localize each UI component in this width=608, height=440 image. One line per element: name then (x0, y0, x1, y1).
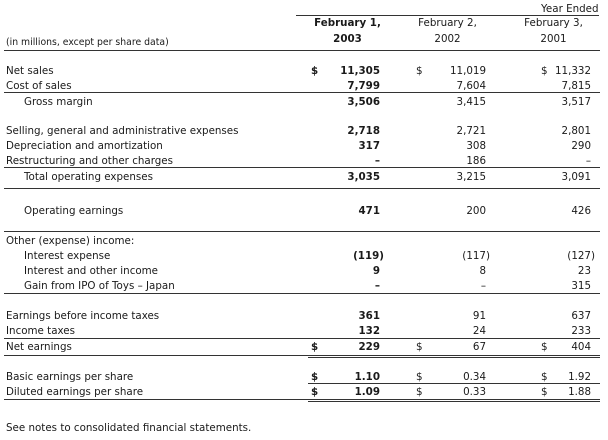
row-rule (4, 338, 600, 339)
cell-2003: (119) (353, 250, 384, 262)
row-rule (308, 383, 600, 384)
units-note: (in millions, except per share data) (6, 37, 169, 48)
row-label-diluted-eps: Diluted earnings per share (6, 386, 144, 398)
cell-2003: – (374, 280, 380, 292)
row-rule (4, 355, 600, 356)
cell-2001: 315 (571, 280, 591, 292)
row-label-depreciation: Depreciation and amortization (6, 140, 163, 152)
cell-2003: 9 (372, 265, 380, 277)
cell-2003: 1.10 (354, 371, 380, 383)
dollar-sign: $ (416, 371, 423, 383)
col3-header-line2: 2001 (540, 33, 567, 45)
dollar-sign: $ (541, 371, 548, 383)
row-rule (4, 399, 600, 400)
dollar-sign: $ (311, 65, 319, 77)
row-label-total-operating: Total operating expenses (24, 171, 153, 183)
row-label-restructuring: Restructuring and other charges (6, 155, 173, 167)
dollar-sign: $ (541, 386, 548, 398)
cell-2002: 186 (466, 155, 486, 167)
cell-2002: 91 (472, 310, 486, 322)
cell-2002: 7,604 (456, 80, 486, 92)
cell-2001: 11,332 (554, 65, 591, 77)
double-rule (308, 401, 600, 402)
cell-2003: 7,799 (347, 80, 380, 92)
double-rule (308, 357, 600, 358)
footnote: See notes to consolidated financial statements. (6, 422, 252, 434)
dollar-sign: $ (541, 65, 548, 77)
row-label-operating-earnings: Operating earnings (24, 205, 124, 217)
col3-header-line1: February 3, (524, 17, 583, 29)
cell-2003: 3,506 (347, 96, 380, 108)
row-label-net-sales: Net sales (6, 65, 54, 77)
row-label-income-taxes: Income taxes (6, 325, 75, 337)
cell-2002: 0.33 (463, 386, 486, 398)
row-rule (4, 231, 600, 232)
cell-2001: 7,815 (561, 80, 591, 92)
dollar-sign: $ (416, 386, 423, 398)
cell-2003: 1.09 (354, 386, 380, 398)
cell-2003: 317 (358, 140, 380, 152)
col1-header-line2: 2003 (333, 33, 362, 45)
row-rule (4, 293, 600, 294)
cell-2001: (127) (567, 250, 595, 262)
row-label-interest-expense: Interest expense (24, 250, 111, 262)
dollar-sign: $ (311, 341, 319, 353)
cell-2002: – (480, 280, 486, 292)
cell-2002: 3,215 (456, 171, 486, 183)
col2-header-line2: 2002 (434, 33, 461, 45)
cell-2001: 3,091 (561, 171, 591, 183)
row-label-net-earnings: Net earnings (6, 341, 72, 353)
row-label-basic-eps: Basic earnings per share (6, 371, 134, 383)
cell-2003: 471 (358, 205, 380, 217)
cell-2002: 200 (466, 205, 486, 217)
dollar-sign: $ (541, 341, 548, 353)
row-label-gross-margin: Gross margin (24, 96, 93, 108)
cell-2002: 3,415 (456, 96, 486, 108)
cell-2002: 308 (466, 140, 486, 152)
dollar-sign: $ (416, 65, 423, 77)
cell-2002: 2,721 (456, 125, 486, 137)
col2-header-line1: February 2, (418, 17, 477, 29)
dollar-sign: $ (311, 386, 319, 398)
year-ended-header: Year Ended (541, 3, 599, 15)
cell-2001: 233 (571, 325, 591, 337)
cell-2001: 404 (571, 341, 591, 353)
cell-2003: 229 (358, 341, 380, 353)
cell-2002: 8 (479, 265, 486, 277)
row-rule (4, 167, 600, 168)
cell-2001: 1.88 (568, 386, 591, 398)
header-bottom-rule (4, 50, 600, 51)
cell-2002: 24 (472, 325, 486, 337)
row-label-gain-ipo: Gain from IPO of Toys – Japan (24, 280, 175, 292)
cell-2001: 426 (571, 205, 591, 217)
cell-2001: 2,801 (561, 125, 591, 137)
row-rule (4, 188, 600, 189)
cell-2002: 0.34 (463, 371, 486, 383)
cell-2001: – (585, 155, 591, 167)
dollar-sign: $ (416, 341, 423, 353)
col1-header-line1: February 1, (314, 17, 381, 29)
row-label-cost-of-sales: Cost of sales (6, 80, 72, 92)
row-rule (4, 92, 600, 93)
row-label-sga: Selling, general and administrative expenses (6, 125, 239, 137)
cell-2003: 3,035 (347, 171, 380, 183)
cell-2001: 637 (571, 310, 591, 322)
row-label-earnings-before-tax: Earnings before income taxes (6, 310, 160, 322)
row-label-interest-other: Interest and other income (24, 265, 159, 277)
cell-2001: 3,517 (561, 96, 591, 108)
cell-2001: 1.92 (568, 371, 591, 383)
cell-2002: (117) (462, 250, 490, 262)
dollar-sign: $ (311, 371, 319, 383)
cell-2003: – (374, 155, 380, 167)
cell-2003: 11,305 (340, 65, 380, 77)
cell-2002: 67 (472, 341, 486, 353)
cell-2003: 132 (358, 325, 380, 337)
cell-2001: 23 (577, 265, 591, 277)
section-label-other-income: Other (expense) income: (6, 235, 135, 247)
cell-2003: 2,718 (347, 125, 380, 137)
cell-2002: 11,019 (449, 65, 486, 77)
cell-2003: 361 (358, 310, 380, 322)
cell-2001: 290 (571, 140, 591, 152)
